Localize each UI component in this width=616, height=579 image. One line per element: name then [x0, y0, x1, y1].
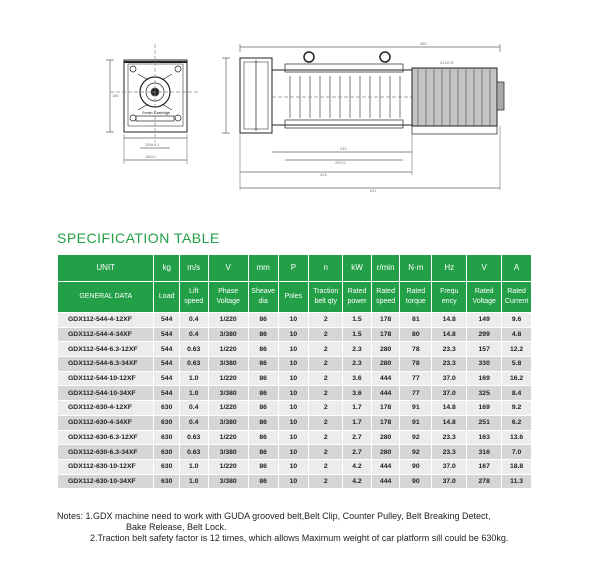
model-cell: GDX112-630-4-34XF	[58, 415, 154, 430]
table-body	[58, 313, 532, 489]
table-cell: 10	[278, 342, 309, 357]
table-cell: 3/380	[208, 327, 248, 342]
table-cell: 544	[154, 342, 179, 357]
table-cell: 3.6	[343, 386, 372, 401]
table-cell: 86	[248, 313, 278, 328]
table-cell: 544	[154, 327, 179, 342]
table-row	[58, 415, 532, 430]
table-cell: 23.3	[432, 342, 467, 357]
table-cell: 630	[154, 445, 179, 460]
table-cell: 0.63	[179, 357, 208, 372]
machine-technical-drawing	[0, 0, 616, 225]
table-row	[58, 401, 532, 416]
table-cell: 86	[248, 327, 278, 342]
table-cell: 630	[154, 474, 179, 489]
table-cell: 10	[278, 327, 309, 342]
table-cell: 1.0	[179, 386, 208, 401]
column-header: Load	[154, 282, 179, 313]
table-cell: 14.8	[432, 313, 467, 328]
unit-cell: P	[278, 255, 309, 282]
unit-cell: kg	[154, 255, 179, 282]
table-cell: 5.8	[502, 357, 532, 372]
table-cell: 37.0	[432, 371, 467, 386]
table-row	[58, 459, 532, 474]
table-cell: 10	[278, 415, 309, 430]
table-cell: 169	[467, 371, 502, 386]
table-cell: 630	[154, 430, 179, 445]
table-cell: 0.63	[179, 342, 208, 357]
table-cell: 0.4	[179, 415, 208, 430]
table-row	[58, 357, 532, 372]
table-cell: 280	[371, 445, 400, 460]
side-view-label: A100-R	[440, 60, 454, 65]
unit-cell: UNIT	[58, 255, 154, 282]
table-cell: 278	[467, 474, 502, 489]
svg-text:180±1: 180±1	[145, 154, 157, 159]
table-cell: 2	[309, 371, 343, 386]
spec-table-title: SPECIFICATION TABLE	[57, 230, 220, 246]
unit-cell: mm	[248, 255, 278, 282]
table-cell: 86	[248, 371, 278, 386]
notes	[57, 511, 607, 544]
table-cell: 178	[371, 401, 400, 416]
table-cell: 86	[248, 430, 278, 445]
table-cell: 149	[467, 313, 502, 328]
svg-text:415: 415	[320, 172, 327, 177]
column-header: Rated torque	[400, 282, 432, 313]
table-cell: 325	[467, 386, 502, 401]
table-cell: 444	[371, 474, 400, 489]
table-cell: 1/220	[208, 430, 248, 445]
table-cell: 78	[400, 357, 432, 372]
table-row	[58, 474, 532, 489]
model-cell: GDX112-544-4-34XF	[58, 327, 154, 342]
table-cell: 2	[309, 386, 343, 401]
table-cell: 86	[248, 445, 278, 460]
table-cell: 90	[400, 474, 432, 489]
table-cell: 86	[248, 342, 278, 357]
table-cell: 1.0	[179, 474, 208, 489]
table-cell: 178	[371, 313, 400, 328]
table-cell: 2	[309, 357, 343, 372]
table-cell: 0.4	[179, 401, 208, 416]
column-header: Rated Current	[502, 282, 532, 313]
column-header: Rated Voltage	[467, 282, 502, 313]
table-cell: 630	[154, 401, 179, 416]
table-cell: 14.8	[432, 401, 467, 416]
table-cell: 80	[400, 327, 432, 342]
table-cell: 1/220	[208, 371, 248, 386]
table-cell: 4.8	[502, 327, 532, 342]
table-cell: 2	[309, 459, 343, 474]
svg-text:287±1: 287±1	[335, 160, 347, 165]
table-cell: 37.0	[432, 386, 467, 401]
table-cell: 1/220	[208, 401, 248, 416]
header-row	[58, 282, 532, 313]
table-cell: 4.2	[343, 459, 372, 474]
units-row	[58, 255, 532, 282]
table-cell: 18.8	[502, 459, 532, 474]
model-cell: GDX112-630-6.3-34XF	[58, 445, 154, 460]
column-header: Traction belt qty	[309, 282, 343, 313]
table-cell: 86	[248, 401, 278, 416]
column-header: Lift speed	[179, 282, 208, 313]
table-cell: 444	[371, 459, 400, 474]
unit-cell: kW	[343, 255, 372, 282]
table-cell: 91	[400, 415, 432, 430]
table-cell: 2	[309, 474, 343, 489]
table-cell: 1.7	[343, 415, 372, 430]
table-cell: 10	[278, 401, 309, 416]
table-row	[58, 371, 532, 386]
table-cell: 11.3	[502, 474, 532, 489]
table-row	[58, 430, 532, 445]
table-cell: 169	[467, 401, 502, 416]
table-cell: 10	[278, 371, 309, 386]
column-header: Rated speed	[371, 282, 400, 313]
table-cell: 2.7	[343, 445, 372, 460]
table-cell: 280	[371, 342, 400, 357]
table-cell: 163	[467, 430, 502, 445]
table-cell: 2	[309, 445, 343, 460]
table-row	[58, 313, 532, 328]
table-cell: 630	[154, 459, 179, 474]
table-cell: 544	[154, 357, 179, 372]
model-cell: GDX112-544-10-34XF	[58, 386, 154, 401]
unit-cell: V	[208, 255, 248, 282]
unit-cell: N·m	[400, 255, 432, 282]
table-cell: 280	[371, 357, 400, 372]
table-cell: 37.0	[432, 459, 467, 474]
svg-text:155±0.1: 155±0.1	[145, 142, 160, 147]
unit-cell: r/min	[371, 255, 400, 282]
spec-table	[57, 254, 532, 489]
table-cell: 86	[248, 415, 278, 430]
unit-cell: Hz	[432, 255, 467, 282]
table-cell: 9.2	[502, 401, 532, 416]
side-view-drawing	[222, 41, 504, 193]
column-header: Phase Voltage	[208, 282, 248, 313]
table-cell: 10	[278, 430, 309, 445]
table-cell: 78	[400, 342, 432, 357]
table-cell: 86	[248, 459, 278, 474]
table-cell: 16.2	[502, 371, 532, 386]
table-cell: 13.6	[502, 430, 532, 445]
table-cell: 10	[278, 445, 309, 460]
table-cell: 23.3	[432, 445, 467, 460]
unit-cell: A	[502, 255, 532, 282]
table-cell: 0.63	[179, 430, 208, 445]
notes-line-1: Notes: 1.GDX machine need to work with GUDA grooved belt,Belt Clip, Counter Pulley, Belt Breaking Detect,	[57, 511, 491, 521]
table-cell: 10	[278, 474, 309, 489]
table-row	[58, 386, 532, 401]
column-header: Frequ ency	[432, 282, 467, 313]
table-cell: 86	[248, 357, 278, 372]
table-cell: 10	[278, 313, 309, 328]
svg-text:240: 240	[340, 146, 347, 151]
table-cell: 2	[309, 415, 343, 430]
table-cell: 1/220	[208, 342, 248, 357]
table-cell: 330	[467, 357, 502, 372]
model-cell: GDX112-630-6.3-12XF	[58, 430, 154, 445]
table-cell: 630	[154, 415, 179, 430]
table-cell: 1.7	[343, 401, 372, 416]
table-cell: 23.3	[432, 430, 467, 445]
front-view-drawing	[106, 44, 200, 164]
table-cell: 1.0	[179, 371, 208, 386]
table-cell: 92	[400, 445, 432, 460]
table-cell: 37.0	[432, 474, 467, 489]
svg-text:611: 611	[370, 188, 377, 193]
table-cell: 178	[371, 327, 400, 342]
table-cell: 544	[154, 371, 179, 386]
table-cell: 3.6	[343, 371, 372, 386]
table-row	[58, 445, 532, 460]
table-cell: 2.3	[343, 342, 372, 357]
table-cell: 444	[371, 371, 400, 386]
table-cell: 544	[154, 386, 179, 401]
table-cell: 1/220	[208, 459, 248, 474]
model-cell: GDX112-544-4-12XF	[58, 313, 154, 328]
table-cell: 2	[309, 327, 343, 342]
table-cell: 544	[154, 313, 179, 328]
table-cell: 1.5	[343, 327, 372, 342]
notes-line-3: 2.Traction belt safety factor is 12 times, which allows Maximum weight of car platform sill could be 630kg.	[90, 533, 509, 543]
table-cell: 10	[278, 459, 309, 474]
table-cell: 77	[400, 386, 432, 401]
table-cell: 2.3	[343, 357, 372, 372]
table-cell: 92	[400, 430, 432, 445]
column-header: Sheave dia	[248, 282, 278, 313]
table-cell: 4.2	[343, 474, 372, 489]
table-cell: 3/380	[208, 357, 248, 372]
table-cell: 1.5	[343, 313, 372, 328]
table-cell: 251	[467, 415, 502, 430]
table-cell: 9.6	[502, 313, 532, 328]
table-cell: 81	[400, 313, 432, 328]
table-cell: 157	[467, 342, 502, 357]
column-header: Rated power	[343, 282, 372, 313]
table-cell: 2	[309, 342, 343, 357]
table-cell: 7.0	[502, 445, 532, 460]
table-cell: 2	[309, 430, 343, 445]
column-header: GENERAL DATA	[58, 282, 154, 313]
table-cell: 3/380	[208, 386, 248, 401]
table-cell: 299	[467, 327, 502, 342]
table-cell: 10	[278, 357, 309, 372]
table-cell: 91	[400, 401, 432, 416]
table-cell: 14.8	[432, 327, 467, 342]
table-cell: 3/380	[208, 445, 248, 460]
table-cell: 1/220	[208, 313, 248, 328]
table-cell: 280	[371, 430, 400, 445]
table-cell: 2.7	[343, 430, 372, 445]
unit-cell: m/s	[179, 255, 208, 282]
table-cell: 77	[400, 371, 432, 386]
svg-text:380: 380	[420, 41, 427, 46]
table-cell: 2	[309, 401, 343, 416]
model-cell: GDX112-544-6.3-34XF	[58, 357, 154, 372]
table-cell: 14.8	[432, 415, 467, 430]
table-cell: 90	[400, 459, 432, 474]
table-cell: 6.2	[502, 415, 532, 430]
table-cell: 167	[467, 459, 502, 474]
model-cell: GDX112-544-10-12XF	[58, 371, 154, 386]
unit-cell: n	[309, 255, 343, 282]
table-cell: 316	[467, 445, 502, 460]
unit-cell: V	[467, 255, 502, 282]
table-cell: 3/380	[208, 415, 248, 430]
table-cell: 86	[248, 474, 278, 489]
table-cell: 0.4	[179, 327, 208, 342]
front-view-label: Smart Cartridge	[142, 110, 171, 115]
svg-text:185: 185	[112, 93, 119, 98]
notes-line-2: Bake Release, Belt Lock.	[126, 522, 227, 532]
model-cell: GDX112-544-6.3-12XF	[58, 342, 154, 357]
table-cell: 444	[371, 386, 400, 401]
model-cell: GDX112-630-10-34XF	[58, 474, 154, 489]
model-cell: GDX112-630-4-12XF	[58, 401, 154, 416]
table-row	[58, 342, 532, 357]
table-cell: 3/380	[208, 474, 248, 489]
table-cell: 0.63	[179, 445, 208, 460]
table-cell: 23.3	[432, 357, 467, 372]
model-cell: GDX112-630-10-12XF	[58, 459, 154, 474]
table-cell: 0.4	[179, 313, 208, 328]
table-cell: 12.2	[502, 342, 532, 357]
column-header: Poles	[278, 282, 309, 313]
table-cell: 8.4	[502, 386, 532, 401]
table-row	[58, 327, 532, 342]
table-cell: 10	[278, 386, 309, 401]
table-cell: 2	[309, 313, 343, 328]
table-cell: 86	[248, 386, 278, 401]
table-cell: 1.0	[179, 459, 208, 474]
table-cell: 178	[371, 415, 400, 430]
